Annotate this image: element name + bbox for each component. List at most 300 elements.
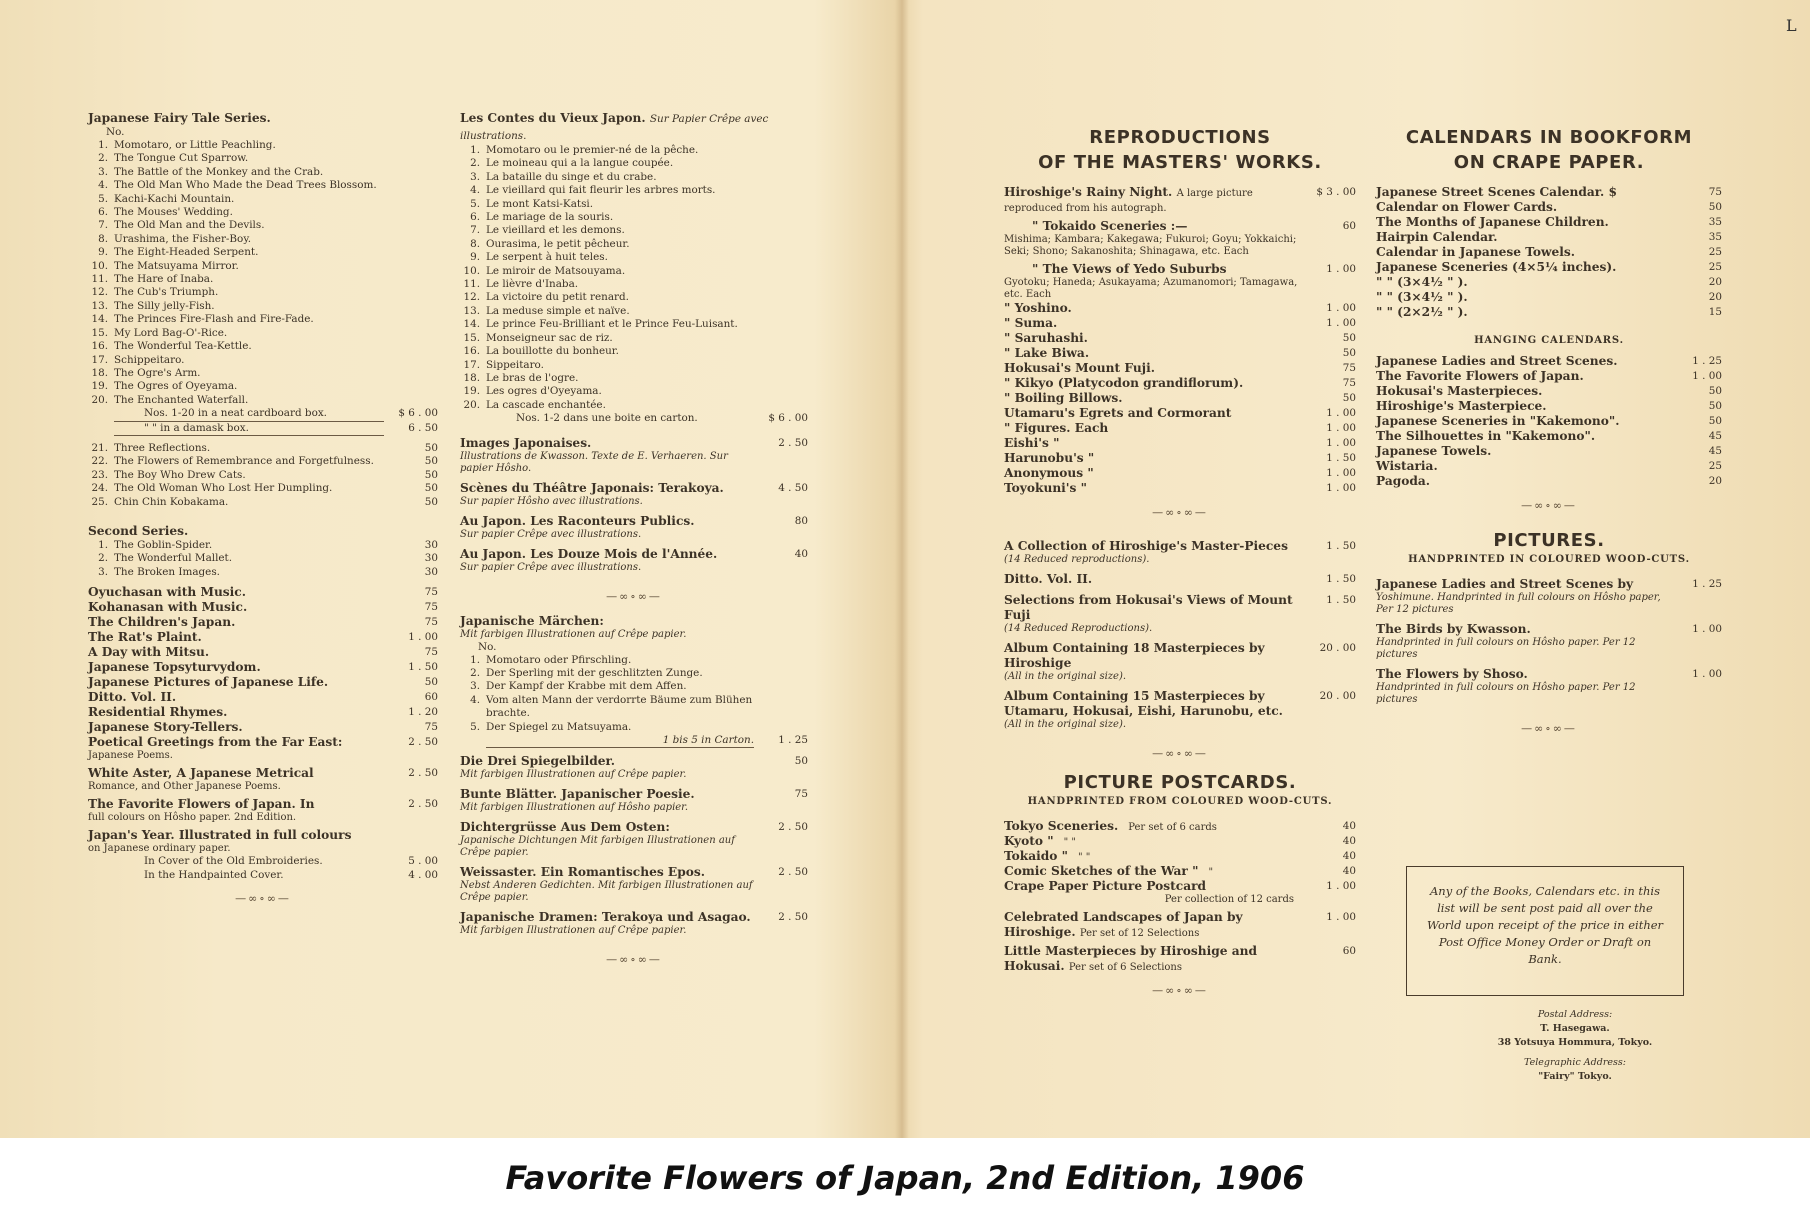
- hanging-calendar-item: [1376, 444, 1722, 459]
- second-series-item: [88, 552, 438, 565]
- entry-text: Japanese Sceneries in "Kakemono".: [1376, 414, 1620, 428]
- entry-note: Japanische Dichtungen Mit farbigen Illustrationen auf Crêpe papier.: [460, 835, 735, 859]
- entry-price: 25: [1708, 261, 1722, 273]
- item-title: La victoire du petit renard.: [486, 291, 629, 304]
- entry-price: 2 . 50: [778, 821, 808, 834]
- item-title: The Ogres of Oyeyama.: [114, 380, 238, 393]
- entry-title: [1376, 444, 1668, 459]
- entry-title: [1004, 572, 1302, 587]
- entry-price: 1 . 00: [1326, 482, 1356, 494]
- conte-item: [460, 305, 808, 318]
- entry-title: [1004, 466, 1302, 481]
- item-number: 17.: [91, 353, 108, 366]
- conte-item: [460, 291, 808, 304]
- entry-text: The Children's Japan.: [88, 615, 236, 630]
- pictures-list: [1376, 577, 1722, 712]
- second-series-item: [88, 539, 438, 552]
- repro-entry: " Tokaido Sceneries :— Mishima; Kambara; Kakegawa; Fukuroi; Goyu; Yokkaichi; Seki; Shono; Sakanoshita; Shinagawa, etc. Each 60: [1004, 219, 1356, 257]
- conte-item: [460, 372, 808, 385]
- entry-title: [1004, 346, 1302, 361]
- entry-price: 80: [794, 514, 808, 527]
- fairy-tale-item: [88, 455, 438, 468]
- postcards-subtitle: HANDPRINTED FROM COLOURED WOOD-CUTS.: [1027, 796, 1333, 807]
- entry-price: 1 . 50: [408, 661, 438, 674]
- entry-title: [88, 630, 384, 645]
- item-number: 5.: [470, 197, 480, 210]
- entry-text: Au Japon. Les Douze Mois de l'Année.: [460, 546, 718, 561]
- item-title: The Flowers of Remembrance and Forgetfulness.: [114, 455, 374, 468]
- german-entries: [460, 754, 808, 943]
- entry-text: Tokaido ": [1004, 849, 1069, 863]
- fairy-tale-item: [88, 193, 438, 206]
- item-number: 2.: [470, 666, 480, 679]
- entry-price: 35: [1708, 231, 1722, 243]
- conte-item: [460, 399, 808, 412]
- item-title: Urashima, the Fisher-Boy.: [114, 232, 252, 245]
- entry-text: Japanese Ladies and Street Scenes.: [1376, 354, 1618, 368]
- entry-text: The Silhouettes in "Kakemono".: [1376, 429, 1596, 443]
- entry-price: 75: [794, 788, 808, 801]
- entry-price: 40: [1342, 835, 1356, 847]
- ornament: —∞∘∞—: [1152, 984, 1208, 997]
- entry-text: Pagoda.: [1376, 474, 1431, 488]
- german-book-entry: [460, 865, 808, 904]
- entry-price: 25: [1708, 460, 1722, 472]
- entry-text: " Suma.: [1004, 316, 1058, 330]
- column-reproductions: [1004, 125, 1356, 1007]
- item-number: 2.: [470, 157, 480, 170]
- entry-detail: " ": [1063, 837, 1076, 848]
- item-title: The Boy Who Drew Cats.: [114, 468, 246, 481]
- item-title: The Matsuyama Mirror.: [114, 259, 239, 272]
- item-number: 1.: [98, 538, 108, 551]
- entry-title: [1376, 215, 1668, 230]
- collection-entry: [1004, 689, 1356, 731]
- entry-title: [1376, 200, 1668, 215]
- item-number: 4.: [470, 693, 480, 706]
- entry-text: " Kikyo (Platycodon grandiflorum).: [1004, 376, 1244, 390]
- book-entry: The Favorite Flowers of Japan. In full colours on Hôsho paper. 2nd Edition. 2 . 50: [88, 797, 438, 824]
- entry-price: 1 . 50: [1326, 573, 1356, 585]
- entry-text: Wistaria.: [1376, 459, 1438, 473]
- book-entry: [88, 615, 438, 630]
- fairy-tale-item: [88, 273, 438, 286]
- entry-price: 1 . 00: [1326, 317, 1356, 329]
- entry-price: 50: [794, 755, 808, 768]
- entry-price: 1 . 00: [1326, 467, 1356, 479]
- item-title: Le bras de l'ogre.: [486, 371, 579, 384]
- entry-price: 50: [1708, 201, 1722, 213]
- item-title: Momotaro oder Pfirschling.: [486, 653, 632, 666]
- entry-price: 75: [424, 721, 438, 734]
- repro-item: [1004, 406, 1356, 421]
- entry-text: Kyoto ": [1004, 834, 1054, 848]
- item-number: 4.: [470, 184, 480, 197]
- repro-item: [1004, 346, 1356, 361]
- item-title: Le moineau qui a la langue coupée.: [486, 157, 674, 170]
- item-number: 3.: [470, 680, 480, 693]
- entry-text: " " (3×4½ " ).: [1376, 275, 1468, 289]
- book-entry: [88, 720, 438, 735]
- set-row: Nos. 1-20 in a neat cardboard box. $ 6 . 00: [88, 407, 438, 421]
- item-number: 7.: [470, 224, 480, 237]
- entry-title: [1376, 275, 1668, 290]
- fairy-tale-item: [88, 469, 438, 482]
- entry-price: 45: [1708, 430, 1722, 442]
- conte-item: [460, 278, 808, 291]
- collection-entry: [1004, 593, 1356, 635]
- entry-note: Mit farbigen Illustrationen auf Crêpe papier.: [460, 769, 687, 781]
- fairy-tale-item: [88, 206, 438, 219]
- entry-note: Yoshimune. Handprinted in full colours on Hôsho paper, Per 12 pictures: [1376, 592, 1661, 615]
- item-number: 1.: [470, 144, 480, 156]
- entry-price: 50: [424, 676, 438, 689]
- book-entry: [88, 705, 438, 720]
- item-title: The Goblin-Spider.: [114, 538, 213, 551]
- entry-title: [1004, 376, 1302, 391]
- fairy-tale-item: [88, 482, 438, 495]
- fairy-tale-item: [88, 496, 438, 509]
- item-title: La cascade enchantée.: [486, 398, 606, 411]
- entry-text: Hiroshige's Masterpiece.: [1376, 399, 1547, 413]
- column-fairy-tales: [88, 110, 438, 915]
- entry-title: [460, 436, 754, 475]
- calendar-item: [1376, 230, 1722, 245]
- entry-price: 15: [1708, 306, 1722, 318]
- entry-price: 75: [424, 616, 438, 629]
- entry-price: 1 . 25: [1692, 355, 1722, 367]
- entry-price: 1 . 00: [1692, 370, 1722, 382]
- pictures-subtitle: HANDPRINTED IN COLOURED WOOD-CUTS.: [1408, 554, 1690, 565]
- entry-title: [1004, 819, 1302, 834]
- conte-item: [460, 171, 808, 184]
- entry-title: [1004, 451, 1302, 466]
- entry-title: [88, 705, 384, 720]
- item-price: 30: [424, 552, 438, 565]
- item-title: The Wonderful Mallet.: [114, 552, 233, 565]
- entry-title: [1004, 849, 1302, 864]
- entry-title: [88, 585, 384, 600]
- entry-title: [88, 675, 384, 690]
- item-number: 12.: [91, 286, 108, 299]
- conte-item: [460, 198, 808, 211]
- collection-entry: [1004, 539, 1356, 566]
- entry-note: Mit farbigen Illustrationen auf Hôsho papier.: [460, 802, 689, 814]
- entry-title: [1376, 667, 1668, 706]
- entry-price: 75: [424, 586, 438, 599]
- number-label: No.: [478, 640, 497, 653]
- entry-title: [1376, 459, 1668, 474]
- conte-item: [460, 345, 808, 358]
- item-title: Le serpent à huit teles.: [486, 251, 608, 264]
- entry-title: [1004, 361, 1302, 376]
- german-book-entry: [460, 910, 808, 937]
- item-number: 24.: [91, 482, 108, 495]
- item-title: The Old Man Who Made the Dead Trees Blossom.: [114, 179, 377, 192]
- ornament: —∞∘∞—: [1521, 722, 1577, 735]
- item-number: 16.: [463, 345, 480, 358]
- collections-list: [1004, 539, 1356, 737]
- maerchen-heading: Japanische Märchen:: [460, 613, 604, 628]
- item-title: The Battle of the Monkey and the Crab.: [114, 165, 324, 178]
- entry-text: Residential Rhymes.: [88, 705, 228, 720]
- book-entries: [88, 585, 438, 735]
- entry-text: Japanese Sceneries (4×5¼ inches).: [1376, 260, 1617, 274]
- entry-title: [88, 615, 384, 630]
- entry-title: [460, 481, 754, 508]
- repro-item: [1004, 466, 1356, 481]
- book-entry: Japan's Year. Illustrated in full colours on Japanese ordinary paper.: [88, 828, 352, 855]
- entry-text: Au Japon. Les Raconteurs Publics.: [460, 513, 695, 528]
- item-price: 50: [424, 482, 438, 495]
- entry-title: [1004, 539, 1302, 566]
- entry-title: [1376, 354, 1668, 369]
- reproductions-title-2: OF THE MASTERS' WORKS.: [1038, 152, 1322, 173]
- entry-text: Japanese Towels.: [1376, 444, 1492, 458]
- entry-title: [1376, 399, 1668, 414]
- hanging-calendar-item: [1376, 474, 1722, 489]
- fairy-tale-list: [88, 139, 438, 407]
- entry-price: 50: [1342, 392, 1356, 404]
- entry-price: 2 . 50: [778, 436, 808, 449]
- entry-text: Japanese Topsyturvydom.: [88, 660, 261, 675]
- entry-price: 1 . 00: [1326, 302, 1356, 314]
- entry-text: A Day with Mitsu.: [88, 645, 210, 660]
- entry-price: 1 . 50: [1326, 452, 1356, 464]
- ornament: —∞∘∞—: [606, 589, 662, 603]
- entry-title: [1004, 316, 1302, 331]
- item-number: 6.: [470, 211, 480, 224]
- item-number: 8.: [470, 237, 480, 250]
- maerchen-item: [460, 654, 808, 667]
- entry-price: 1 . 00: [1326, 407, 1356, 419]
- item-title: Le mariage de la souris.: [486, 211, 614, 224]
- french-book-entry: [460, 436, 808, 475]
- item-title: Le miroir de Matsouyama.: [486, 264, 626, 277]
- entry-text: Japanese Story-Tellers.: [88, 720, 243, 735]
- entry-price: 1 . 00: [1326, 437, 1356, 449]
- entry-text: Dichtergrüsse Aus Dem Osten:: [460, 820, 670, 835]
- fairy-tale-item: [88, 246, 438, 259]
- item-title: Der Spiegel zu Matsuyama.: [486, 720, 632, 733]
- item-number: 11.: [91, 273, 108, 286]
- calendar-item: [1376, 290, 1722, 305]
- entry-price: 40: [794, 547, 808, 560]
- entry-text: " Boiling Billows.: [1004, 391, 1123, 405]
- entry-text: Harunobu's ": [1004, 451, 1095, 465]
- entry-title: [1004, 301, 1302, 316]
- entry-text: " " (3×4½ " ).: [1376, 290, 1468, 304]
- item-price: 50: [424, 468, 438, 481]
- entry-text: Weissaster. Ein Romantisches Epos.: [460, 865, 705, 880]
- image-caption: Favorite Flowers of Japan, 2nd Edition, 1906: [0, 1138, 1810, 1219]
- entry-price: 50: [1342, 347, 1356, 359]
- entry-price: 4 . 50: [778, 481, 808, 494]
- item-number: 22.: [91, 455, 108, 468]
- item-number: 10.: [463, 264, 480, 277]
- item-title: The Mouses' Wedding.: [114, 206, 233, 219]
- entry-text: Eishi's ": [1004, 436, 1060, 450]
- repro-item: [1004, 436, 1356, 451]
- second-series-list: [88, 539, 438, 579]
- item-title: Le vieillard qui fait fleurir les arbres morts.: [486, 184, 716, 197]
- hanging-calendar-item: [1376, 384, 1722, 399]
- ornament: —∞∘∞—: [1152, 747, 1208, 760]
- german-book-entry: [460, 754, 808, 781]
- item-title: Vom alten Mann der verdorrte Bäume zum Blühen brachte.: [486, 693, 753, 720]
- hanging-calendar-item: [1376, 399, 1722, 414]
- calendars-title-2: ON CRAPE PAPER.: [1453, 152, 1645, 173]
- entry-note: (14 Reduced reproductions).: [1004, 554, 1150, 565]
- entry-text: " " (2×2½ " ).: [1376, 305, 1468, 319]
- entry-title: [1004, 406, 1302, 421]
- entry-title: [1376, 414, 1668, 429]
- entry-title: [88, 600, 384, 615]
- entry-text: Japanese Street Scenes Calendar. $: [1376, 185, 1618, 199]
- book-entry: [88, 630, 438, 645]
- repro-item: [1004, 301, 1356, 316]
- item-title: The Wonderful Tea-Kettle.: [114, 340, 252, 353]
- item-number: 15.: [91, 326, 108, 339]
- entry-price: 75: [424, 601, 438, 614]
- entry-note: Mit farbigen Illustrationen auf Crêpe papier.: [460, 925, 687, 937]
- page-spine: [895, 0, 909, 1138]
- shipping-notice-box: Any of the Books, Calendars etc. in this list will be sent post paid all over the World upon receipt of the price in either Post Office Money Order or Draft on Bank.: [1406, 866, 1684, 996]
- item-number: 13.: [91, 299, 108, 312]
- fairy-tale-item: [88, 300, 438, 313]
- item-number: 16.: [91, 340, 108, 353]
- postcards-title: PICTURE POSTCARDS.: [1063, 772, 1297, 793]
- entry-price: 40: [1342, 820, 1356, 832]
- entry-text: Hairpin Calendar.: [1376, 230, 1498, 244]
- entry-price: 20 . 00: [1319, 690, 1356, 702]
- calendars-title: CALENDARS IN BOOKFORM: [1405, 127, 1693, 148]
- hanging-calendar-item: [1376, 369, 1722, 384]
- entry-text: Album Containing 15 Masterpieces by Utamaru, Hokusai, Eishi, Harunobu, etc.: [1004, 689, 1283, 718]
- item-title: Sippeitaro.: [486, 358, 544, 371]
- entry-text: " Saruhashi.: [1004, 331, 1088, 345]
- calendar-item: [1376, 260, 1722, 275]
- item-number: 17.: [463, 358, 480, 371]
- entry-title: [1376, 260, 1668, 275]
- item-price: 50: [424, 441, 438, 454]
- entry-price: 2 . 50: [778, 911, 808, 924]
- item-number: 5.: [98, 192, 108, 205]
- entry-title: [1004, 331, 1302, 346]
- entry-price: 35: [1708, 216, 1722, 228]
- fairy-tale-heading: Japanese Fairy Tale Series.: [88, 111, 271, 125]
- item-title: Der Kampf der Krabbe mit dem Affen.: [486, 680, 687, 693]
- item-title: Chin Chin Kobakama.: [114, 495, 229, 508]
- fairy-tale-item: [88, 354, 438, 367]
- repro-item: [1004, 331, 1356, 346]
- item-number: 7.: [98, 219, 108, 232]
- item-title: Le vieillard et les demons.: [486, 224, 625, 237]
- entry-text: The Rat's Plaint.: [88, 630, 202, 645]
- repro-entry: Hiroshige's Rainy Night. A large picture reproduced from his autograph. $ 3 . 00: [1004, 185, 1356, 214]
- entry-text: The Flowers by Shoso.: [1376, 667, 1528, 681]
- ornament: —∞∘∞—: [1521, 499, 1577, 512]
- calendar-item: [1376, 305, 1722, 320]
- entry-title: [1004, 421, 1302, 436]
- entry-note: Sur papier Hôsho avec illustrations.: [460, 495, 643, 507]
- item-title: The Cub's Triumph.: [114, 286, 219, 299]
- item-title: The Old Woman Who Lost Her Dumpling.: [114, 482, 333, 495]
- item-number: 4.: [98, 179, 108, 192]
- fairy-tale-item: [88, 327, 438, 340]
- ornament: —∞∘∞—: [606, 953, 662, 967]
- entry-title: [460, 547, 754, 574]
- conte-item: [460, 224, 808, 237]
- item-number: 6.: [98, 206, 108, 219]
- item-title: The Hare of Inaba.: [114, 273, 214, 286]
- item-number: 19.: [91, 380, 108, 393]
- german-book-entry: [460, 787, 808, 814]
- entry-title: [1376, 230, 1668, 245]
- entry-price: 20 . 00: [1319, 642, 1356, 654]
- fairy-tale-list-2: [88, 442, 438, 509]
- calendar-item: [1376, 185, 1722, 200]
- book-entry: White Aster, A Japanese Metrical Romance, and Other Japanese Poems. 2 . 50: [88, 766, 438, 793]
- fairy-tale-item: [88, 394, 438, 407]
- fairy-tale-item: [88, 233, 438, 246]
- item-title: The Princes Fire-Flash and Fire-Fade.: [114, 313, 314, 326]
- entry-text: Hokusai's Mount Fuji.: [1004, 361, 1155, 375]
- item-number: 13.: [463, 304, 480, 317]
- fairy-tale-item: [88, 139, 438, 152]
- item-number: 19.: [463, 385, 480, 398]
- item-title: La bouillotte du bonheur.: [486, 345, 619, 358]
- item-number: 20.: [91, 393, 108, 406]
- fairy-tale-item: [88, 179, 438, 192]
- address-block: Postal Address: T. Hasegawa. 38 Yotsuya Hommura, Tokyo. Telegraphic Address: "Fairy" Tokyo.: [1497, 1009, 1653, 1082]
- entry-title: [1004, 436, 1302, 451]
- entry-title: [1376, 305, 1668, 320]
- entry-price: 40: [1342, 850, 1356, 862]
- entry-price: 60: [424, 691, 438, 704]
- conte-item: [460, 211, 808, 224]
- entry-note: (All in the original size).: [1004, 671, 1127, 682]
- entry-text: A Collection of Hiroshige's Master-Pieces: [1004, 539, 1288, 553]
- entry-price: 1 . 50: [1326, 540, 1356, 552]
- entry-text: Anonymous ": [1004, 466, 1094, 480]
- conte-item: [460, 359, 808, 372]
- entry-text: " Yoshino.: [1004, 301, 1072, 315]
- item-number: 23.: [91, 468, 108, 481]
- entry-title: [1376, 384, 1668, 399]
- contes-list: [460, 144, 808, 412]
- entry-title: [460, 865, 754, 904]
- entry-title: [460, 754, 754, 781]
- entry-price: 25: [1708, 246, 1722, 258]
- item-number: 3.: [470, 170, 480, 183]
- repro-item: [1004, 361, 1356, 376]
- item-title: Kachi-Kachi Mountain.: [114, 192, 235, 205]
- item-title: The Old Man and the Devils.: [114, 219, 265, 232]
- item-number: 1.: [98, 139, 108, 151]
- book-entry: [88, 690, 438, 705]
- item-title: The Tongue Cut Sparrow.: [114, 152, 249, 165]
- set-row: Nos. 1-2 dans une boite en carton. $ 6 . 00: [516, 412, 808, 425]
- hanging-calendars-title: HANGING CALENDARS.: [1474, 335, 1624, 346]
- entry-title: [1376, 185, 1668, 200]
- item-number: 5.: [470, 720, 480, 733]
- fairy-tale-item: [88, 380, 438, 393]
- item-number: 9.: [470, 251, 480, 264]
- calendar-list: [1376, 185, 1722, 320]
- repro-entry: " The Views of Yedo Suburbs Gyotoku; Haneda; Asukayama; Azumanomori; Tamagawa, etc. Each 1 . 00: [1004, 262, 1356, 300]
- repro-item: [1004, 421, 1356, 436]
